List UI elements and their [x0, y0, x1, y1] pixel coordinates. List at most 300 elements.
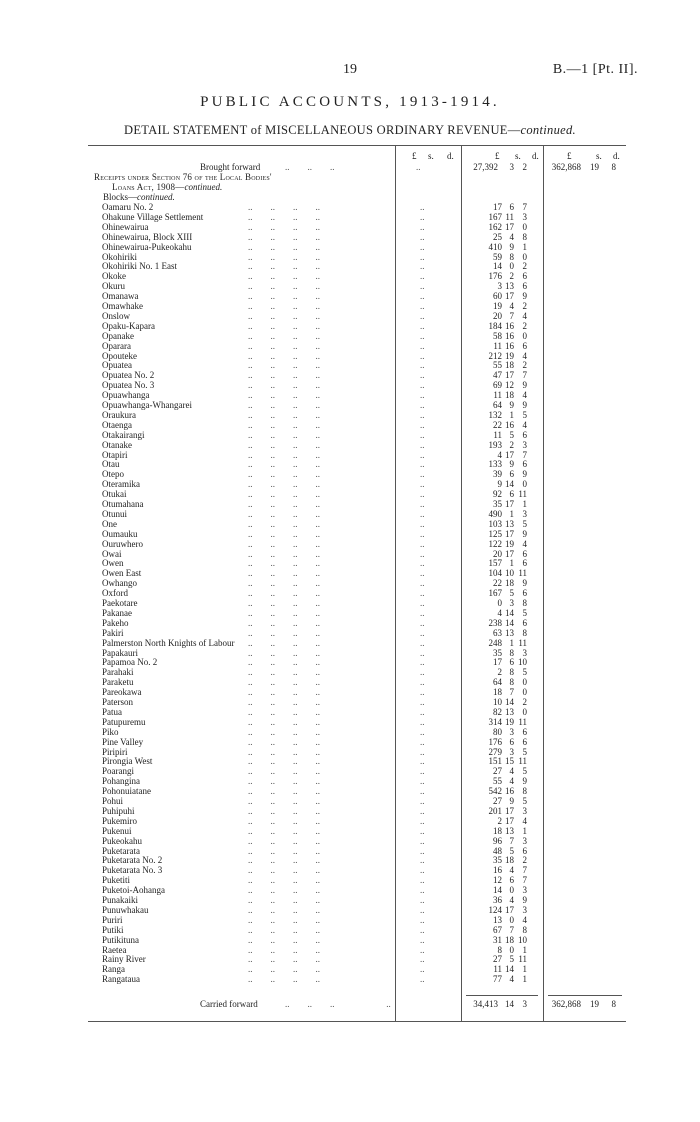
block-name: Otapiri — [102, 449, 128, 460]
leader-dots: .. .. .. .. — [248, 796, 320, 806]
carried-forward-col2-pounds: 34,413 — [473, 999, 498, 1009]
leader-dots: .. .. .. .. — [248, 271, 320, 282]
col1-leader-dots: .. — [420, 291, 425, 302]
amount-pounds: 193 — [488, 439, 502, 450]
block-name: Paekotare — [102, 598, 138, 608]
amount-shillings: 0 — [509, 944, 514, 955]
col1-leader-dots: .. — [420, 697, 425, 707]
col1-leader-dots: .. — [420, 330, 425, 341]
amount-pence: 0 — [522, 330, 527, 341]
amount-shillings: 3 — [509, 746, 514, 757]
amount-pounds: 18 — [493, 687, 502, 698]
amount-pence: 0 — [522, 221, 527, 232]
list-item — [0, 648, 700, 658]
amount-pence: 9 — [522, 400, 527, 410]
list-item — [0, 509, 700, 519]
list-item — [0, 707, 700, 717]
leader-dots: .. .. .. .. — [248, 687, 320, 698]
amount-shillings: 5 — [509, 845, 514, 856]
amount-shillings: 17 — [505, 221, 514, 232]
amount-pounds: 11 — [493, 340, 502, 351]
col1-leader-dots: .. — [420, 914, 425, 925]
amount-shillings: 7 — [509, 687, 514, 698]
amount-pounds: 11 — [493, 429, 502, 440]
list-item — [0, 529, 700, 539]
leader-dots: .. .. .. .. — [248, 291, 320, 302]
col1-leader-dots: .. — [420, 449, 425, 460]
col2-shillings-header: s. — [515, 151, 521, 161]
amount-shillings: 5 — [509, 954, 514, 965]
col1-leader-dots: .. — [420, 865, 425, 876]
col1-leader-dots: .. — [420, 617, 425, 628]
amount-pounds: 12 — [493, 875, 502, 886]
leader-dots: .. .. .. .. — [248, 637, 320, 648]
list-item — [0, 806, 700, 816]
list-item — [0, 974, 700, 984]
leader-dots: .. .. .. .. — [248, 409, 320, 420]
leader-dots: .. .. .. .. — [248, 538, 320, 549]
amount-shillings: 18 — [505, 578, 514, 589]
leader-dots: .. .. .. .. — [248, 716, 320, 727]
amount-pounds: 410 — [488, 241, 502, 252]
amount-pounds: 11 — [493, 390, 502, 401]
col1-leader-dots: .. — [420, 825, 425, 836]
amount-pence: 5 — [522, 766, 527, 777]
leader-dots: .. .. .. .. — [248, 934, 320, 945]
block-name: Pakiri — [102, 627, 124, 638]
blocks-subheading — [103, 192, 403, 202]
block-name: Palmerston North Knights of Labour — [102, 637, 235, 648]
list-item — [0, 905, 700, 915]
carried-forward-col2-pence: 3 — [522, 999, 527, 1009]
amount-shillings: 17 — [505, 449, 514, 460]
leader-dots: .. .. .. .. — [248, 786, 320, 797]
total-rule-col2 — [466, 995, 538, 996]
col1-leader-dots: .. — [420, 588, 425, 599]
col3-pounds-header: £ — [567, 151, 572, 161]
page-title: PUBLIC ACCOUNTS, 1913-1914. — [200, 94, 500, 110]
amount-shillings: 9 — [509, 796, 514, 806]
leader-dots: .. .. .. .. — [248, 261, 320, 272]
leader-dots: .. .. .. .. — [248, 627, 320, 638]
amount-shillings: 17 — [505, 548, 514, 559]
amount-shillings: 14 — [505, 607, 514, 618]
col1-leader-dots: .. — [420, 310, 425, 321]
list-item — [0, 687, 700, 697]
leader-dots: .. .. .. .. — [248, 330, 320, 341]
brought-forward-col3-shillings: 19 — [590, 162, 599, 172]
col1-leader-dots: .. — [420, 518, 425, 529]
leader-dots: .. .. .. .. — [248, 231, 320, 242]
block-name: Oxford — [102, 588, 128, 599]
leader-dots: .. .. .. .. — [248, 845, 320, 856]
amount-shillings: 5 — [509, 588, 514, 599]
list-item — [0, 261, 700, 271]
list-item — [0, 677, 700, 687]
block-name: Punakaiki — [102, 895, 138, 905]
amount-pounds: 4 — [497, 607, 502, 618]
amount-pence: 10 — [518, 657, 527, 668]
leader-dots: .. .. .. .. — [248, 251, 320, 262]
amount-pence: 2 — [522, 301, 527, 311]
amount-shillings: 4 — [509, 974, 514, 985]
amount-shillings: 14 — [505, 964, 514, 975]
amount-pence: 6 — [522, 340, 527, 351]
list-item — [0, 380, 700, 390]
leader-dots: .. .. .. .. — [248, 221, 320, 232]
block-name: Opuatea No. 2 — [102, 370, 155, 381]
amount-pence: 2 — [522, 855, 527, 866]
blocks-continued: continued. — [137, 192, 175, 202]
amount-shillings: 6 — [509, 489, 514, 500]
block-name: Paraketu — [102, 677, 134, 688]
col1-leader-dots: .. — [420, 954, 425, 965]
col1-leader-dots: .. — [420, 261, 425, 272]
col1-leader-dots: .. — [420, 637, 425, 648]
leader-dots: .. .. .. .. — [248, 657, 320, 668]
amount-pounds: 122 — [488, 538, 502, 549]
amount-shillings: 6 — [509, 657, 514, 668]
list-item — [0, 895, 700, 905]
amount-shillings: 7 — [509, 835, 514, 846]
col1-leader-dots: .. — [420, 904, 425, 915]
list-item — [0, 558, 700, 568]
block-name: Ohinewairua — [102, 221, 149, 232]
list-item — [0, 341, 700, 351]
amount-pence: 4 — [522, 390, 527, 401]
amount-shillings: 17 — [505, 291, 514, 302]
amount-shillings: 5 — [509, 429, 514, 440]
col1-leader-dots: .. — [420, 835, 425, 846]
amount-pounds: 80 — [493, 726, 502, 737]
block-name: Opuawhanga-Whangarei — [102, 400, 192, 410]
section-heading-act: Loans Act, 1908— — [112, 182, 185, 192]
list-item — [0, 737, 700, 747]
amount-pounds: 22 — [493, 578, 502, 589]
amount-pence: 11 — [518, 716, 527, 727]
amount-shillings: 6 — [509, 202, 514, 212]
amount-pence: 3 — [522, 508, 527, 519]
list-item — [0, 964, 700, 974]
col1-leader-dots: .. — [420, 558, 425, 569]
col1-leader-dots: .. — [420, 776, 425, 787]
amount-shillings: 19 — [505, 538, 514, 549]
leader-dots: .. .. .. .. — [248, 815, 320, 826]
block-name: Puketarata No. 3 — [102, 865, 163, 876]
leader-dots: .. .. .. .. — [248, 607, 320, 618]
block-name: Owen — [102, 558, 124, 569]
amount-shillings: 18 — [505, 390, 514, 401]
amount-pence: 5 — [522, 607, 527, 618]
amount-shillings: 0 — [509, 885, 514, 896]
col1-leader-dots: .. — [420, 895, 425, 905]
amount-shillings: 8 — [509, 667, 514, 678]
leader-dots: .. .. .. .. — [248, 726, 320, 737]
amount-pence: 5 — [522, 667, 527, 678]
leader-dots: .. .. .. .. — [248, 885, 320, 896]
amount-shillings: 4 — [509, 776, 514, 787]
block-name: Puketiti — [102, 875, 131, 886]
amount-shillings: 17 — [505, 904, 514, 915]
col1-leader-dots: .. — [420, 429, 425, 440]
block-name: Otaenga — [102, 419, 132, 430]
leader-dots: .. .. .. .. — [248, 588, 320, 599]
amount-pence: 3 — [522, 885, 527, 896]
list-item — [0, 796, 700, 806]
block-name: Okuru — [102, 281, 125, 292]
list-item — [0, 242, 700, 252]
list-item — [0, 489, 700, 499]
col1-leader-dots: .. — [420, 400, 425, 410]
section-heading-line-1: Receipts under Section 76 of the Local Bodies' — [94, 172, 272, 182]
amount-pence: 1 — [522, 825, 527, 836]
amount-shillings: 6 — [509, 736, 514, 747]
amount-pounds: 212 — [488, 350, 502, 361]
amount-pounds: 63 — [493, 627, 502, 638]
col1-leader-dots: .. — [420, 409, 425, 420]
amount-pence: 7 — [522, 865, 527, 876]
section-heading-continued: continued. — [184, 182, 223, 192]
amount-pence: 3 — [522, 805, 527, 816]
col1-leader-dots: .. — [420, 944, 425, 955]
block-name: Oteramika — [102, 479, 140, 490]
block-name: Owen East — [102, 568, 142, 579]
col1-leader-dots: .. — [420, 439, 425, 450]
col1-leader-dots: .. — [420, 885, 425, 896]
amount-shillings: 18 — [505, 855, 514, 866]
leader-dots: .. .. .. .. — [248, 528, 320, 539]
amount-shillings: 16 — [505, 330, 514, 341]
list-item — [0, 925, 700, 935]
amount-pence: 9 — [522, 469, 527, 480]
amount-pounds: 184 — [488, 320, 502, 331]
amount-pence: 7 — [522, 370, 527, 381]
block-name: Okohiriki — [102, 251, 137, 262]
amount-shillings: 0 — [509, 914, 514, 925]
block-name: Pohonuiatane — [102, 786, 151, 797]
list-item — [0, 291, 700, 301]
list-item — [0, 222, 700, 232]
amount-pounds: 96 — [493, 835, 502, 846]
amount-pence: 6 — [522, 548, 527, 559]
list-item — [0, 311, 700, 321]
amount-pence: 9 — [522, 895, 527, 905]
amount-shillings: 14 — [505, 697, 514, 707]
leader-dots: .. .. .. .. — [248, 805, 320, 816]
amount-pence: 3 — [522, 904, 527, 915]
block-name: Omawhake — [102, 301, 143, 311]
amount-pence: 1 — [522, 944, 527, 955]
amount-pounds: 490 — [488, 508, 502, 519]
amount-pounds: 176 — [488, 736, 502, 747]
list-item — [0, 945, 700, 955]
amount-shillings: 4 — [509, 865, 514, 876]
leader-dots: .. .. .. .. — [248, 310, 320, 321]
leader-dots: .. .. .. .. — [248, 746, 320, 757]
leader-dots: .. .. .. .. — [248, 211, 320, 222]
col1-leader-dots: .. — [420, 786, 425, 797]
amount-shillings: 13 — [505, 706, 514, 717]
amount-shillings: 1 — [509, 409, 514, 420]
amount-pounds: 35 — [493, 855, 502, 866]
amount-pence: 11 — [518, 756, 527, 767]
col1-leader-dots: .. — [420, 746, 425, 757]
amount-shillings: 16 — [505, 786, 514, 797]
leader-dots: .. .. .. .. — [248, 736, 320, 747]
amount-pounds: 59 — [493, 251, 502, 262]
list-item — [0, 608, 700, 618]
amount-pounds: 201 — [488, 805, 502, 816]
amount-shillings: 3 — [509, 726, 514, 737]
amount-shillings: 13 — [505, 281, 514, 292]
list-item — [0, 875, 700, 885]
leader-dots: .. .. .. .. — [248, 904, 320, 915]
amount-pence: 11 — [518, 568, 527, 579]
list-item — [0, 410, 700, 420]
block-name: Ohinewairua-Pukeokahu — [102, 241, 192, 252]
list-item — [0, 499, 700, 509]
block-name: Otukai — [102, 489, 127, 500]
col1-leader-dots: .. — [420, 469, 425, 480]
amount-pounds: 10 — [493, 697, 502, 707]
block-name: Punuwhakau — [102, 904, 149, 915]
amount-pence: 0 — [522, 677, 527, 688]
amount-pounds: 9 — [497, 479, 502, 490]
block-name: Puketarata No. 2 — [102, 855, 163, 866]
leader-dots: .. .. .. .. — [248, 489, 320, 500]
section-heading-line-2 — [112, 182, 412, 192]
leader-dots: .. .. .. .. — [248, 400, 320, 410]
block-name: Pohui — [102, 796, 124, 806]
amount-pounds: 104 — [488, 568, 502, 579]
list-item — [0, 638, 700, 648]
col1-leader-dots: .. — [420, 320, 425, 331]
amount-pounds: 82 — [493, 706, 502, 717]
block-name: Pareokawa — [102, 687, 142, 698]
amount-shillings: 13 — [505, 627, 514, 638]
list-item — [0, 450, 700, 460]
amount-pounds: 279 — [488, 746, 502, 757]
list-item — [0, 271, 700, 281]
amount-pounds: 20 — [493, 548, 502, 559]
list-item — [0, 588, 700, 598]
carried-forward-col3-shillings: 19 — [590, 999, 599, 1009]
col1-leader-dots: .. — [420, 202, 425, 212]
leader-dots: .. .. .. .. — [248, 508, 320, 519]
col1-leader-dots: .. — [420, 548, 425, 559]
amount-pounds: 14 — [493, 885, 502, 896]
col1-leader-dots: .. — [420, 528, 425, 539]
leader-dots: .. .. .. .. — [248, 944, 320, 955]
list-item — [0, 578, 700, 588]
amount-shillings: 3 — [509, 598, 514, 608]
brought-forward-leader: .. .. .. — [285, 162, 335, 172]
col1-leader-dots: .. — [420, 340, 425, 351]
list-item — [0, 281, 700, 291]
amount-pence: 7 — [522, 202, 527, 212]
amount-shillings: 15 — [505, 756, 514, 767]
block-name: Ohinewairua, Block XIII — [102, 231, 193, 242]
amount-pence: 8 — [522, 924, 527, 935]
total-rule-col3 — [548, 995, 622, 996]
leader-dots: .. .. .. .. — [248, 647, 320, 658]
amount-pounds: 542 — [488, 786, 502, 797]
list-item — [0, 360, 700, 370]
leader-dots: .. .. .. .. — [248, 241, 320, 252]
amount-pounds: 64 — [493, 400, 502, 410]
amount-pence: 6 — [522, 429, 527, 440]
amount-shillings: 18 — [505, 360, 514, 371]
block-name: Opuawhanga — [102, 390, 150, 401]
col1-leader-dots: .. — [420, 281, 425, 292]
block-name: Papakauri — [102, 647, 138, 658]
leader-dots: .. .. .. .. — [248, 340, 320, 351]
leader-dots: .. .. .. .. — [248, 924, 320, 935]
amount-shillings: 1 — [509, 637, 514, 648]
amount-shillings: 17 — [505, 528, 514, 539]
leader-dots: .. .. .. .. — [248, 895, 320, 905]
col1-leader-dots: .. — [420, 499, 425, 509]
block-name: Patua — [102, 706, 122, 717]
block-name: Opaku-Kapara — [102, 320, 155, 331]
list-item — [0, 568, 700, 578]
amount-shillings: 10 — [505, 568, 514, 579]
amount-pounds: 17 — [493, 202, 502, 212]
amount-pounds: 19 — [493, 301, 502, 311]
leader-dots: .. .. .. .. — [248, 766, 320, 777]
col3-shillings-header: s. — [596, 151, 602, 161]
amount-pounds: 27 — [493, 766, 502, 777]
amount-pounds: 13 — [493, 914, 502, 925]
leader-dots: .. .. .. .. — [248, 301, 320, 311]
block-name: Puhipuhi — [102, 805, 135, 816]
col1-leader-dots: .. — [420, 489, 425, 500]
block-name: Puketoi-Aohanga — [102, 885, 165, 896]
amount-pence: 8 — [522, 598, 527, 608]
amount-pounds: 27 — [493, 954, 502, 965]
list-item — [0, 390, 700, 400]
col1-leader-dots: .. — [420, 805, 425, 816]
amount-pence: 2 — [522, 360, 527, 371]
leader-dots: .. .. .. .. — [248, 677, 320, 688]
amount-pence: 6 — [522, 271, 527, 282]
amount-pence: 9 — [522, 528, 527, 539]
amount-pounds: 35 — [493, 499, 502, 509]
block-name: Puriri — [102, 914, 123, 925]
carried-forward-col2-shillings: 14 — [505, 999, 514, 1009]
amount-pence: 6 — [522, 736, 527, 747]
leader-dots: .. .. .. .. — [248, 756, 320, 767]
leader-dots: .. .. .. .. — [248, 380, 320, 391]
list-item — [0, 786, 700, 796]
block-name: Pakanae — [102, 607, 132, 618]
amount-pounds: 27 — [493, 796, 502, 806]
list-item — [0, 826, 700, 836]
amount-pence: 6 — [522, 459, 527, 470]
amount-shillings: 7 — [509, 924, 514, 935]
col1-leader-dots: .. — [420, 934, 425, 945]
statement-subtitle — [0, 123, 700, 138]
amount-pounds: 58 — [493, 330, 502, 341]
amount-shillings: 7 — [509, 310, 514, 321]
list-item — [0, 727, 700, 737]
col1-leader-dots: .. — [420, 766, 425, 777]
amount-pence: 10 — [518, 934, 527, 945]
table-bottom-rule — [88, 1021, 626, 1022]
amount-pounds: 69 — [493, 380, 502, 391]
leader-dots: .. .. .. .. — [248, 479, 320, 490]
amount-pence: 0 — [522, 706, 527, 717]
